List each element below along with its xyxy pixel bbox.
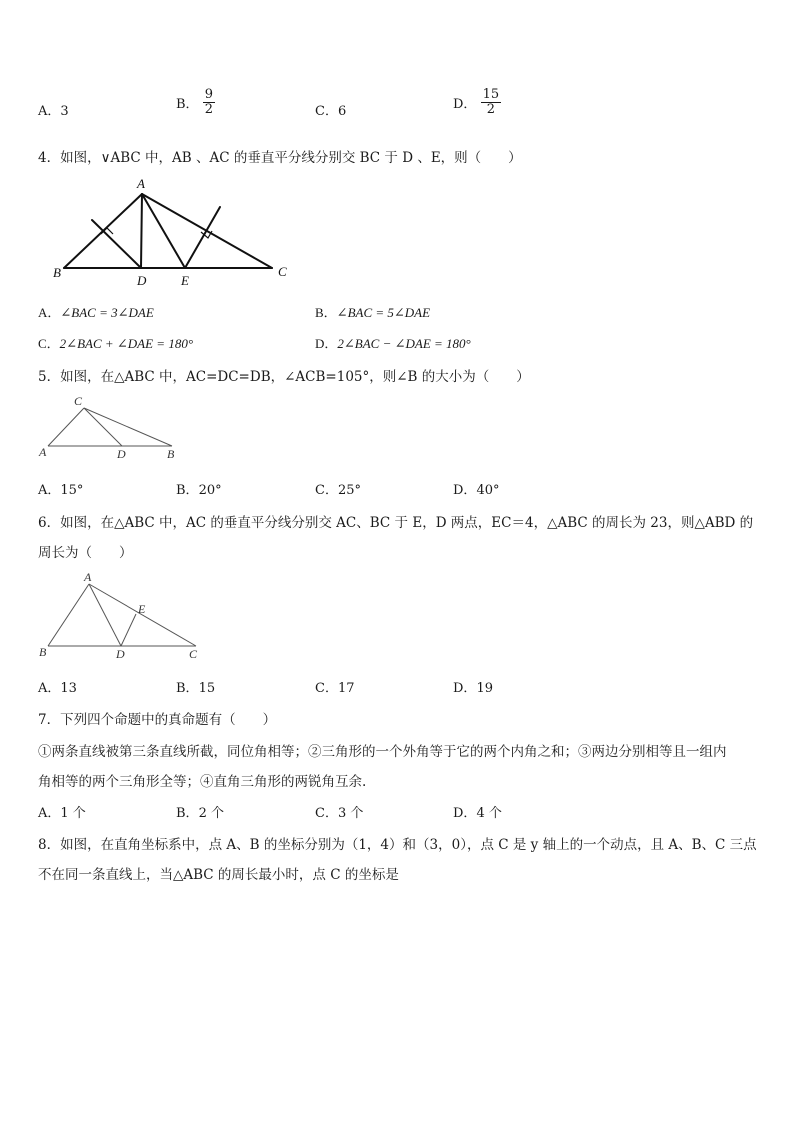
q4-perp-bisector-ac <box>185 207 220 268</box>
q6-label-a: A <box>84 570 92 584</box>
q5-segment-cd <box>84 408 122 446</box>
q4-stem: 4．如图，∨ABC 中，AB 、AC 的垂直平分线分别交 BC 于 D 、E，则（ ） <box>38 150 522 166</box>
q6-segment-ab <box>48 584 89 646</box>
q4-option-c-key: C． <box>38 336 60 351</box>
q5-segment-cb <box>84 408 172 446</box>
q3-option-d-denominator: 2 <box>486 102 495 117</box>
q4-option-a[interactable] <box>38 302 154 321</box>
q3-option-b-fraction <box>203 88 215 117</box>
q6-segment-de <box>121 614 136 646</box>
q7-option-c[interactable] <box>315 802 363 821</box>
q4-label-c: C <box>278 264 287 279</box>
q6-label-c: C <box>189 647 198 661</box>
q7-option-d-key: D． <box>453 806 477 821</box>
q3-option-c[interactable] <box>315 100 346 119</box>
q7-body-line1: ①两条直线被第三条直线所截，同位角相等；②三角形的一个外角等于它的两个内角之和；③两边分别相等且一组内 <box>38 744 727 760</box>
q6-option-b[interactable] <box>176 677 215 696</box>
q6-figure <box>36 570 206 665</box>
q6-option-a[interactable] <box>38 677 77 696</box>
q6-option-d-key: D． <box>453 681 477 696</box>
q4-label-a: A <box>137 176 145 191</box>
q4-option-d-key: D． <box>315 336 338 351</box>
q3-option-c-key: C． <box>315 104 338 119</box>
q3-option-d[interactable] <box>453 88 501 117</box>
q8-stem-line2: 不在同一条直线上，当△ABC 的周长最小时，点 C 的坐标是 <box>38 867 399 883</box>
q5-option-b-text: 20° <box>198 483 222 498</box>
q6-option-c[interactable] <box>315 677 355 696</box>
q5-option-b[interactable] <box>176 479 222 498</box>
q4-label-b: B <box>53 265 61 280</box>
q6-option-a-key: A． <box>38 681 61 696</box>
q3-option-b-denominator: 2 <box>204 102 213 117</box>
q6-stem-line2: 周长为（ ） <box>38 545 133 561</box>
q4-option-b[interactable] <box>315 302 430 321</box>
q3-option-a[interactable] <box>38 100 69 119</box>
q5-label-b: B <box>167 447 175 461</box>
q5-option-c-key: C． <box>315 483 338 498</box>
q3-option-b[interactable] <box>176 88 215 117</box>
q6-option-c-text: 17 <box>337 681 355 696</box>
q6-option-d-text: 19 <box>476 681 493 696</box>
q5-option-d[interactable] <box>453 479 499 498</box>
q7-option-b-key: B． <box>176 806 199 821</box>
q7-option-a-key: A． <box>38 806 61 821</box>
q7-option-c-text: 3 个 <box>337 806 364 821</box>
q4-option-d-text: 2∠BAC − ∠DAE = 180° <box>337 336 471 351</box>
q6-option-b-key: B． <box>176 681 199 696</box>
q5-label-a: A <box>39 445 47 459</box>
q6-label-e: E <box>138 602 146 616</box>
q6-label-b: B <box>39 645 47 659</box>
q7-body-line2: 角相等的两个三角形全等；④直角三角形的两锐角互余. <box>38 774 367 790</box>
q5-label-d: D <box>117 447 126 461</box>
q5-option-a-text: 15° <box>60 483 84 498</box>
q7-option-b-text: 2 个 <box>198 806 224 821</box>
q8-stem-line1: 8．如图，在直角坐标系中，点 A、B 的坐标分别为（1，4）和（3，0），点 C 是 y 轴上的一个动点，且 A、B、C 三点 <box>38 837 757 853</box>
q5-option-a[interactable] <box>38 479 83 498</box>
q3-option-a-value: 3 <box>60 104 69 119</box>
q4-perp-bisector-ab <box>92 220 141 268</box>
q6-option-c-key: C． <box>315 681 338 696</box>
q3-option-b-numerator: 9 <box>204 87 213 102</box>
q4-option-a-text: ∠BAC = 3∠DAE <box>60 305 154 320</box>
q6-option-d[interactable] <box>453 677 493 696</box>
q5-stem: 5．如图，在△ABC 中，AC=DC=DB，∠ACB=105°，则∠B 的大小为（ ） <box>38 369 530 385</box>
q7-stem: 7．下列四个命题中的真命题有（ ） <box>38 712 277 728</box>
q5-option-d-key: D． <box>453 483 477 498</box>
q5-option-c-text: 25° <box>337 483 361 498</box>
q3-option-a-key: A． <box>38 104 61 119</box>
q4-option-b-text: ∠BAC = 5∠DAE <box>336 305 431 320</box>
q5-segment-ac <box>48 408 84 446</box>
q5-option-a-key: A． <box>38 483 61 498</box>
q7-option-b[interactable] <box>176 802 224 821</box>
q4-option-b-key: B． <box>315 305 337 320</box>
q6-label-d: D <box>116 647 125 661</box>
q4-option-c[interactable] <box>38 333 193 352</box>
q5-option-d-text: 40° <box>476 483 500 498</box>
q4-label-d: D <box>137 273 147 288</box>
q7-option-c-key: C． <box>315 806 338 821</box>
q6-stem-line1: 6．如图，在△ABC 中，AC 的垂直平分线分别交 AC、BC 于 E，D 两点，EC＝4，△ABC 的周长为 23，则△ABD 的 <box>38 515 754 531</box>
q7-option-d-text: 4 个 <box>476 806 502 821</box>
q5-option-c[interactable] <box>315 479 361 498</box>
q7-option-a-text: 1 个 <box>60 806 86 821</box>
q4-figure <box>50 170 300 290</box>
q5-label-c: C <box>74 394 83 408</box>
q3-option-d-numerator: 15 <box>482 87 500 102</box>
q4-label-e: E <box>181 273 189 288</box>
q3-option-b-key: B． <box>176 97 199 112</box>
q7-option-a[interactable] <box>38 802 86 821</box>
q3-option-c-value: 6 <box>337 104 347 119</box>
q4-option-a-key: A． <box>38 305 61 320</box>
q4-option-d[interactable] <box>315 333 471 352</box>
q6-option-a-text: 13 <box>60 681 77 696</box>
q3-option-d-key: D． <box>453 97 477 112</box>
q3-option-d-fraction <box>481 88 502 117</box>
q5-option-b-key: B． <box>176 483 199 498</box>
q4-option-c-text: 2∠BAC + ∠DAE = 180° <box>59 336 194 351</box>
q7-option-d[interactable] <box>453 802 502 821</box>
q5-figure <box>36 394 186 464</box>
q6-option-b-text: 15 <box>198 681 216 696</box>
q4-segment-ad <box>141 194 142 268</box>
